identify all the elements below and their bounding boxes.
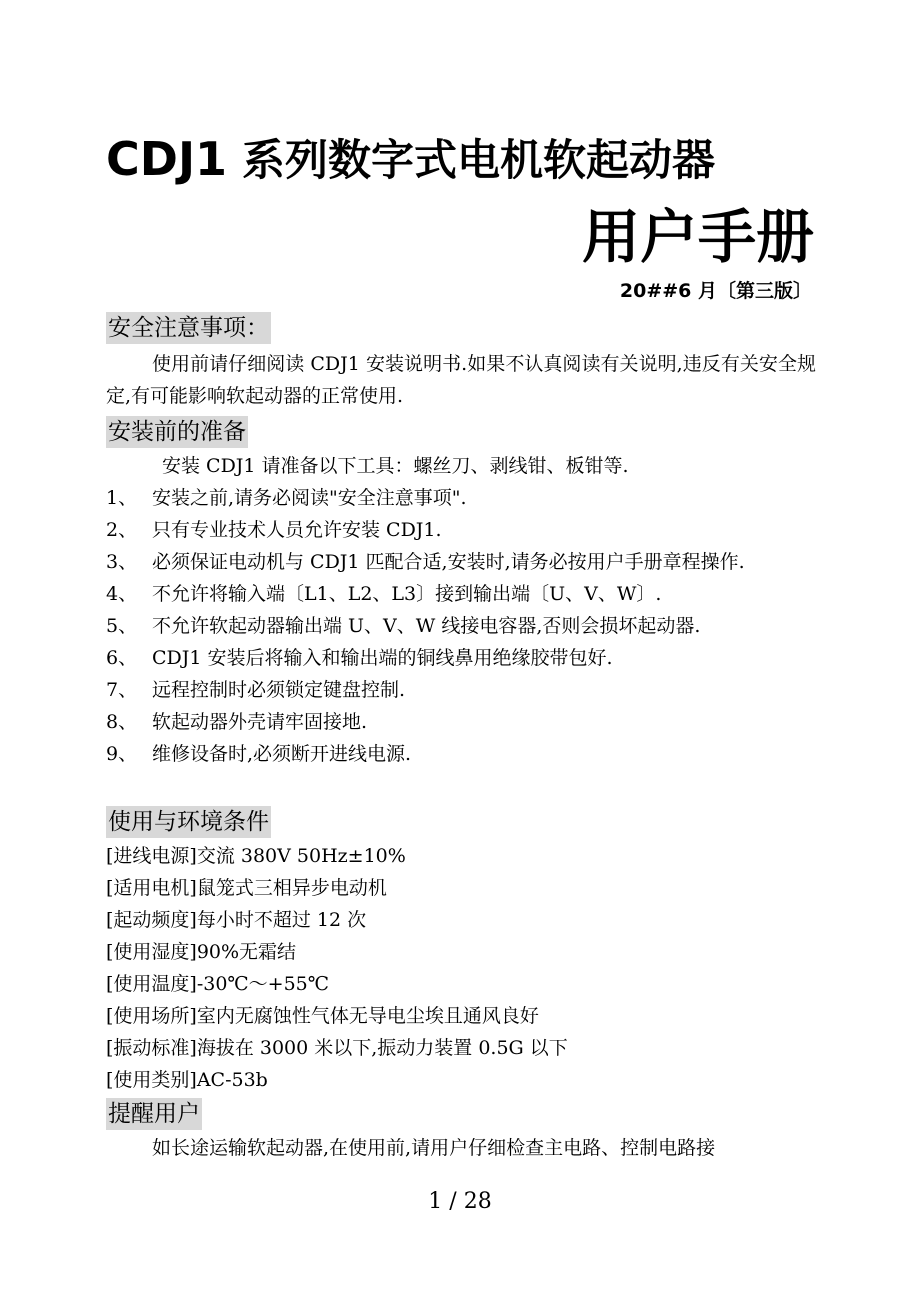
preparation-heading: 安装前的准备 [106,416,248,448]
model-name: CDJ1 [106,132,228,186]
safety-heading: 安全注意事项： [106,312,271,344]
list-item [106,738,816,770]
list-item [106,578,816,610]
condition-item: [使用温度]-30℃～+55℃ [106,973,330,995]
environment-list [106,840,816,1096]
list-item-number: 5、 [106,615,138,637]
list-item [106,546,816,578]
list-item-text: 软起动器外壳请牢固接地. [152,711,368,733]
list-item-number: 2、 [106,519,138,541]
document-subtitle: 用户手册 [581,203,814,271]
list-item-number: 9、 [106,743,138,765]
list-item-number: 6、 [106,647,138,669]
list-item [106,706,816,738]
list-item-number: 7、 [106,679,138,701]
list-item [106,674,816,706]
safety-text: 使用前请仔细阅读 CDJ1 安装说明书.如果不认真阅读有关说明,违反有关安全规定,有可能影响软起动器的正常使用. [106,353,816,407]
condition-item: [进线电源]交流 380V 50Hz±10% [106,845,406,867]
environment-heading: 使用与环境条件 [106,806,271,838]
reminder-heading: 提醒用户 [106,1098,202,1130]
list-item-text: 安装之前,请务必阅读"安全注意事项". [152,487,467,509]
list-item [106,610,816,642]
list-item-text: 必须保证电动机与 CDJ1 匹配合适,安装时,请务必按用户手册章程操作. [152,551,745,573]
preparation-intro-text: 安装 CDJ1 请准备以下工具：螺丝刀、剥线钳、板钳等. [162,455,629,477]
list-item [106,514,816,546]
reminder-text: 如长途运输软起动器,在使用前,请用户仔细检查主电路、控制电路接 [152,1137,716,1159]
list-item-text: 远程控制时必须锁定键盘控制. [152,679,406,701]
list-item [106,642,816,674]
list-item [106,482,816,514]
condition-item: [起动频度]每小时不超过 12 次 [106,909,367,931]
condition-item: [振动标准]海拔在 3000 米以下,振动力装置 0.5G 以下 [106,1037,568,1059]
preparation-intro [106,450,816,482]
condition-item: [使用场所]室内无腐蚀性气体无导电尘埃且通风良好 [106,1005,539,1027]
product-name: 系列数字式电机软起动器 [227,136,716,186]
page-number: 1 / 28 [428,1189,492,1214]
list-item-text: 只有专业技术人员允许安装 CDJ1. [152,519,442,541]
list-item-text: 不允许将输入端〔L1、L2、L3〕接到输出端〔U、V、W〕. [152,583,662,605]
reminder-paragraph [106,1132,816,1164]
preparation-list [106,482,816,770]
list-item-number: 4、 [106,583,138,605]
condition-item: [适用电机]鼠笼式三相异步电动机 [106,877,387,899]
safety-paragraph [106,348,816,412]
condition-item: [使用类别]AC-53b [106,1069,268,1091]
list-item-text: CDJ1 安装后将输入和输出端的铜线鼻用绝缘胶带包好. [152,647,613,669]
list-item-text: 不允许软起动器输出端 U、V、W 线接电容器,否则会损坏起动器. [152,615,701,637]
document-title [106,128,826,192]
list-item-number: 3、 [106,551,138,573]
condition-item: [使用湿度]90%无霜结 [106,941,297,963]
list-item-text: 维修设备时,必须断开进线电源. [152,743,412,765]
list-item-number: 1、 [106,487,138,509]
edition-date: 20##6 月〔第三版〕 [619,280,812,302]
list-item-number: 8、 [106,711,138,733]
